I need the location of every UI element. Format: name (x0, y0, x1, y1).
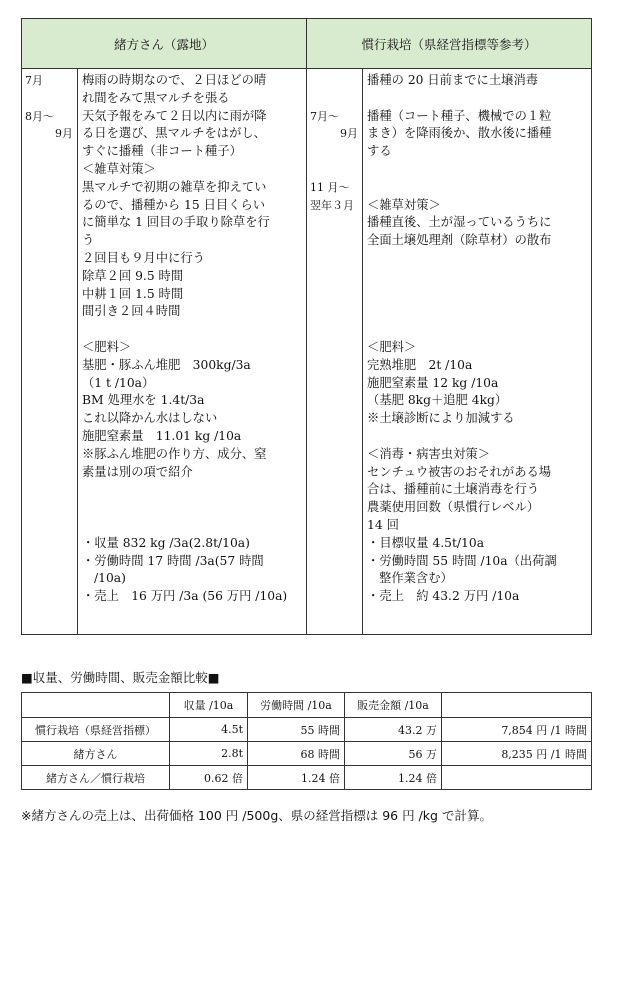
summary-line: ・売上 16 万円 /3a (56 万円 /10a) (82, 589, 288, 604)
content-line: 中耕１回 1.5 時間 (82, 286, 184, 301)
table-row (22, 718, 592, 742)
table-cell: 2.8t (170, 742, 248, 766)
summary-line: /10a) (94, 571, 126, 586)
content-line: 黒マルチで初期の雑草を抑えてい (82, 179, 267, 194)
date-label: 9月 (55, 127, 73, 141)
content-line: ※土壌診断により加減する (367, 411, 515, 426)
table-cell: 55 時間 (248, 718, 345, 742)
content-line: 素量は別の項で紹介 (82, 464, 193, 479)
content-line (367, 268, 588, 286)
content-line: すぐに播種（非コート種子） (82, 144, 242, 159)
row-label: 慣行栽培（県経営指標） (22, 718, 170, 742)
content-line: れ間をみて黒マルチを張る (82, 90, 230, 105)
content-line: ※豚ふん堆肥の作り方、成分、窒 (82, 446, 267, 461)
content-line (82, 321, 303, 339)
comparison-table (21, 692, 592, 790)
content-line: 完熟堆肥 2t /10a (367, 357, 473, 372)
conventional-dates-cell (307, 69, 363, 635)
date-label: 7月 (25, 74, 43, 87)
header-cell: 労働時間 /10a (248, 693, 345, 718)
content-line: （基肥 8kg＋追肥 4kg） (367, 393, 508, 408)
content-line: 農薬使用回数（県慣行レベル） (367, 500, 540, 515)
content-line: 梅雨の時期なので、２日ほどの晴 (82, 73, 267, 87)
content-line: これ以降かん水はしない (82, 411, 218, 426)
summary-line: ・目標収量 4.5t/10a (367, 535, 485, 550)
content-line: （1 t /10a） (82, 375, 155, 390)
content-line: まき）を降雨後か、散水後に播種 (367, 126, 552, 141)
content-line: ２回目も９月中に行う (82, 250, 205, 265)
table-cell (442, 766, 592, 790)
content-line: う (82, 233, 95, 248)
ogata-content-cell (78, 69, 307, 635)
content-line: BM 処理水を 1.4t/3a (82, 393, 205, 408)
content-line: 天気予報をみて２日以内に雨が降 (82, 108, 267, 123)
table-cell: 4.5t (170, 718, 248, 742)
summary-line: ・売上 約 43.2 万円 /10a (367, 589, 520, 604)
table-row (22, 742, 592, 766)
conventional-content-cell (363, 69, 592, 635)
content-line: に簡単な 1 回目の手取り除草を行 (82, 215, 270, 230)
date-label: 9月 (340, 127, 359, 141)
content-line: ＜肥料＞ (367, 339, 417, 354)
content-line: るので、播種から 15 日目くらい (82, 197, 266, 212)
comparison-section-title: ■収量、労働時間、販売金額比較■ (21, 670, 220, 685)
content-line (367, 161, 588, 179)
footnote: ※緒方さんの売上は、出荷価格 100 円 /500g、県の経営指標は 96 円 /kg で計算。 (21, 808, 492, 823)
table-cell: 68 時間 (248, 742, 345, 766)
summary-line: ・労働時間 55 時間 /10a（出荷調 (367, 553, 557, 568)
content-line: ＜肥料＞ (82, 339, 132, 354)
content-line (367, 428, 588, 446)
table-cell: 0.62 倍 (170, 766, 248, 790)
table-cell: 43.2 万 (345, 718, 442, 742)
content-line: 14 回 (367, 517, 399, 532)
header-cell (442, 693, 592, 718)
table-row (22, 766, 592, 790)
date-label: 7月〜 (310, 109, 340, 123)
content-line: センチュウ被害のおそれがある場 (367, 464, 552, 479)
date-label: 翌年３月 (310, 198, 355, 212)
content-line (367, 179, 588, 197)
summary-line: ・労働時間 17 時間 /3a(57 時間 (82, 553, 264, 568)
content-line: する (367, 144, 392, 159)
content-line: 施肥窒素量 12 kg /10a (367, 375, 499, 390)
row-label: 緒方さん／慣行栽培 (22, 766, 170, 790)
header-cell (22, 693, 170, 718)
summary-line: 整作業含む） (379, 571, 453, 586)
content-line: 播種（コート種子、機械での１粒 (367, 108, 552, 123)
table-cell: 1.24 倍 (248, 766, 345, 790)
content-line: 間引き２回４時間 (82, 304, 181, 319)
content-line: 除草２回 9.5 時間 (82, 268, 184, 283)
table-cell: 56 万 (345, 742, 442, 766)
comparison-header-row (22, 693, 592, 718)
content-line (367, 303, 588, 321)
content-line: 合は、播種前に土壌消毒を行う (367, 482, 540, 497)
header-ogata: 緒方さん（露地） (22, 19, 307, 69)
content-line: 播種の 20 日前までに土壌消毒 (367, 73, 539, 87)
summary-line: ・収量 832 kg /3a(2.8t/10a) (82, 535, 250, 550)
header-cell: 販売金額 /10a (345, 693, 442, 718)
date-label: 11 月〜 (310, 180, 350, 194)
header-cell: 収量 /10a (170, 693, 248, 718)
content-line: 基肥・豚ふん堆肥 300kg/3a (82, 357, 251, 372)
content-line (367, 286, 588, 304)
ogata-dates-cell (22, 69, 78, 635)
cultivation-comparison-table (21, 18, 592, 635)
content-line (367, 90, 588, 108)
row-label: 緒方さん (22, 742, 170, 766)
date-label: 8月〜 (25, 109, 54, 123)
content-line (367, 321, 588, 339)
content-line: ＜消毒・病害虫対策＞ (367, 446, 490, 461)
content-line: 全面土壌処理剤（除草材）の散布 (367, 233, 552, 248)
content-line: 施肥窒素量 11.01 kg /10a (82, 428, 242, 443)
content-line: 播種直後、土が湿っているうちに (367, 215, 552, 230)
content-line: ＜雑草対策＞ (82, 161, 156, 176)
content-line (367, 250, 588, 268)
table-cell: 8,235 円 /1 時間 (442, 742, 592, 766)
content-line: る日を選び、黒マルチをはがし、 (82, 126, 266, 141)
content-line: ＜雑草対策＞ (367, 197, 441, 212)
table-cell: 7,854 円 /1 時間 (442, 718, 592, 742)
header-conventional: 慣行栽培（県経営指標等参考） (307, 19, 592, 69)
table-cell: 1.24 倍 (345, 766, 442, 790)
